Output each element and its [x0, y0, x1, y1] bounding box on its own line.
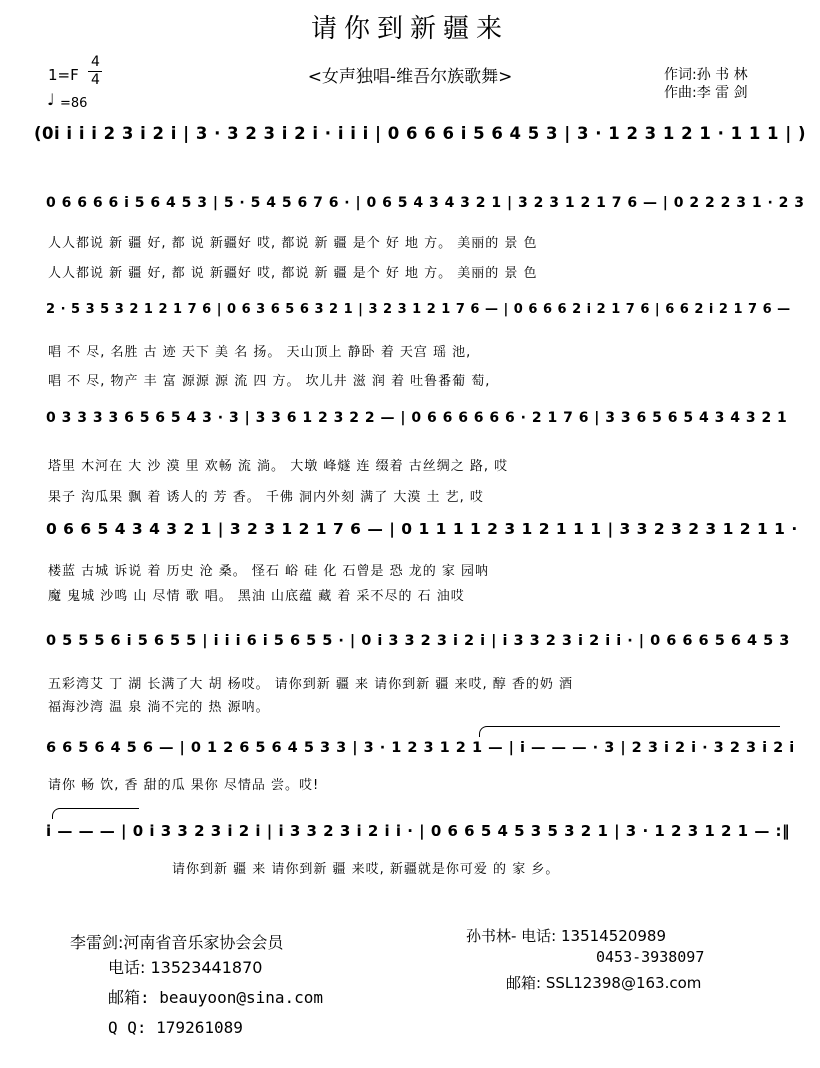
system-3-lyric-line-1: 唱 不 尽, 名胜 古 迹 天下 美 名 扬。 天山顶上 静卧 着 天宫 瑶 池, — [48, 345, 472, 360]
composer-qq: Q Q: 179261089 — [108, 1018, 243, 1037]
system-2-lyric-line-2: 人人都说 新 疆 好, 都 说 新疆好 哎, 都说 新 疆 是个 好 地 方。 美丽的 景 色 — [48, 266, 538, 281]
system-5-notes: 0 6 6 5 4 3 4 3 2 1 | 3 2 3 1 2 1 7 6 — | 0 1 1 1 1 2 3 1 2 1 1 1 | 3 3 2 3 2 3 1 2 1 1 · — [46, 520, 798, 538]
system-3-lyric-line-2: 唱 不 尽, 物产 丰 富 源源 源 流 四 方。 坎儿井 滋 润 着 吐鲁番葡 萄, — [48, 374, 491, 389]
composer-email: 邮箱: beauyoon@sina.com — [108, 988, 324, 1007]
system-8-lyric-line-1: 请你到新 疆 来 请你到新 疆 来哎, 新疆就是你可爱 的 家 乡。 — [172, 862, 560, 877]
system-7-notes: 6 6 5 6 4 5 6 — | 0 1 2 6 5 6 4 5 3 3 | 3 · 1 2 3 1 2 1 — | i — — — · 3 | 2 3 i 2 i · 3 2 3 i 2 i — [46, 740, 795, 756]
system-7-lyric-line-1: 请你 畅 饮, 香 甜的瓜 果你 尽情品 尝。哎! — [48, 778, 320, 793]
system-6-lyric-line-2: 福海沙湾 温 泉 淌不完的 热 源呐。 — [48, 700, 270, 715]
lyricist-credit: 作词:孙 书 林 — [664, 67, 748, 83]
composer-phone: 电话: 13523441870 — [108, 958, 263, 977]
lyricist-phone: 孙书林- 电话: 13514520989 — [466, 927, 666, 945]
system-3-notes: 2 · 5 3 5 3 2 1 2 1 7 6 | 0 6 3 6 5 6 3 2 1 | 3 2 3 1 2 1 7 6 — | 0 6 6 6 2 i 2 1 7 6 | 6 6 2 i 2 1 7 6 — — [46, 302, 791, 317]
key-signature: 1=F — [48, 66, 79, 84]
composer-affiliation: 李雷剑:河南省音乐家协会会员 — [70, 933, 284, 952]
lyricist-email: 邮箱: SSL12398@163.com — [506, 974, 702, 992]
volta-bracket — [479, 726, 780, 737]
system-2-notes: 0 6 6 6 6 i 5 6 4 5 3 | 5 · 5 4 5 6 7 6 · | 0 6 5 4 3 4 3 2 1 | 3 2 3 1 2 1 7 6 — | 0 2 2 2 3 1 · 2 3 — [46, 195, 805, 211]
quarter-note-icon: ♩ — [47, 90, 55, 109]
system-8-notes: i — — — | 0 i 3 3 2 3 i 2 i | i 3 3 2 3 i 2 i i · | 0 6 6 5 4 5 3 5 3 2 1 | 3 · 1 2 3 1 2 1 — :‖ — [46, 822, 791, 840]
system-5-lyric-line-2: 魔 鬼城 沙鸣 山 尽情 歌 唱。 黑油 山底蕴 藏 着 采不尽的 石 油哎 — [48, 589, 465, 604]
system-6-lyric-line-1: 五彩湾艾 丁 湖 长满了大 胡 杨哎。 请你到新 疆 来 请你到新 疆 来哎, 醇 香的奶 酒 — [48, 677, 573, 692]
system-6-notes: 0 5 5 5 6 i 5 6 5 5 | i i i 6 i 5 6 5 5 · | 0 i 3 3 2 3 i 2 i | i 3 3 2 3 i 2 i i · | 0 6 6 6 5 6 4 5 3 — [46, 633, 790, 649]
system-4-notes: 0 3 3 3 3 6 5 6 5 4 3 · 3 | 3 3 6 1 2 3 2 2 — | 0 6 6 6 6 6 6 · 2 1 7 6 | 3 3 6 5 6 5 4 3 4 3 2 1 — [46, 410, 788, 426]
time-signature-bottom: 4 — [91, 72, 100, 88]
composer-credit: 作曲:李 雷 剑 — [664, 85, 748, 101]
system-5-lyric-line-1: 楼蓝 古城 诉说 着 历史 沧 桑。 怪石 峪 硅 化 石曾是 恐 龙的 家 园呐 — [48, 564, 489, 579]
tempo-marking: =86 — [60, 96, 88, 111]
song-subtitle: <女声独唱-维吾尔族歌舞> — [307, 67, 513, 87]
system-1-notes: (0i i i i 2 3 i 2 i | 3 · 3 2 3 i 2 i · i i i | 0 6 6 6 i 5 6 4 5 3 | 3 · 1 2 3 1 2 1 · 1 1 1 | ) — [34, 124, 807, 143]
system-2-lyric-line-1: 人人都说 新 疆 好, 都 说 新疆好 哎, 都说 新 疆 是个 好 地 方。 美丽的 景 色 — [48, 236, 538, 251]
volta-bracket-2 — [52, 808, 139, 819]
system-4-lyric-line-1: 塔里 木河在 大 沙 漠 里 欢畅 流 淌。 大墩 峰燧 连 缀着 古丝绸之 路, 哎 — [48, 459, 509, 474]
time-signature-top: 4 — [91, 54, 100, 70]
lyricist-phone-2: 0453-3938097 — [596, 948, 705, 966]
system-4-lyric-line-2: 果子 沟瓜果 飘 着 诱人的 芳 香。 千佛 洞内外刻 满了 大漠 土 艺, 哎 — [48, 490, 484, 505]
song-title: 请你到新疆来 — [310, 14, 509, 44]
